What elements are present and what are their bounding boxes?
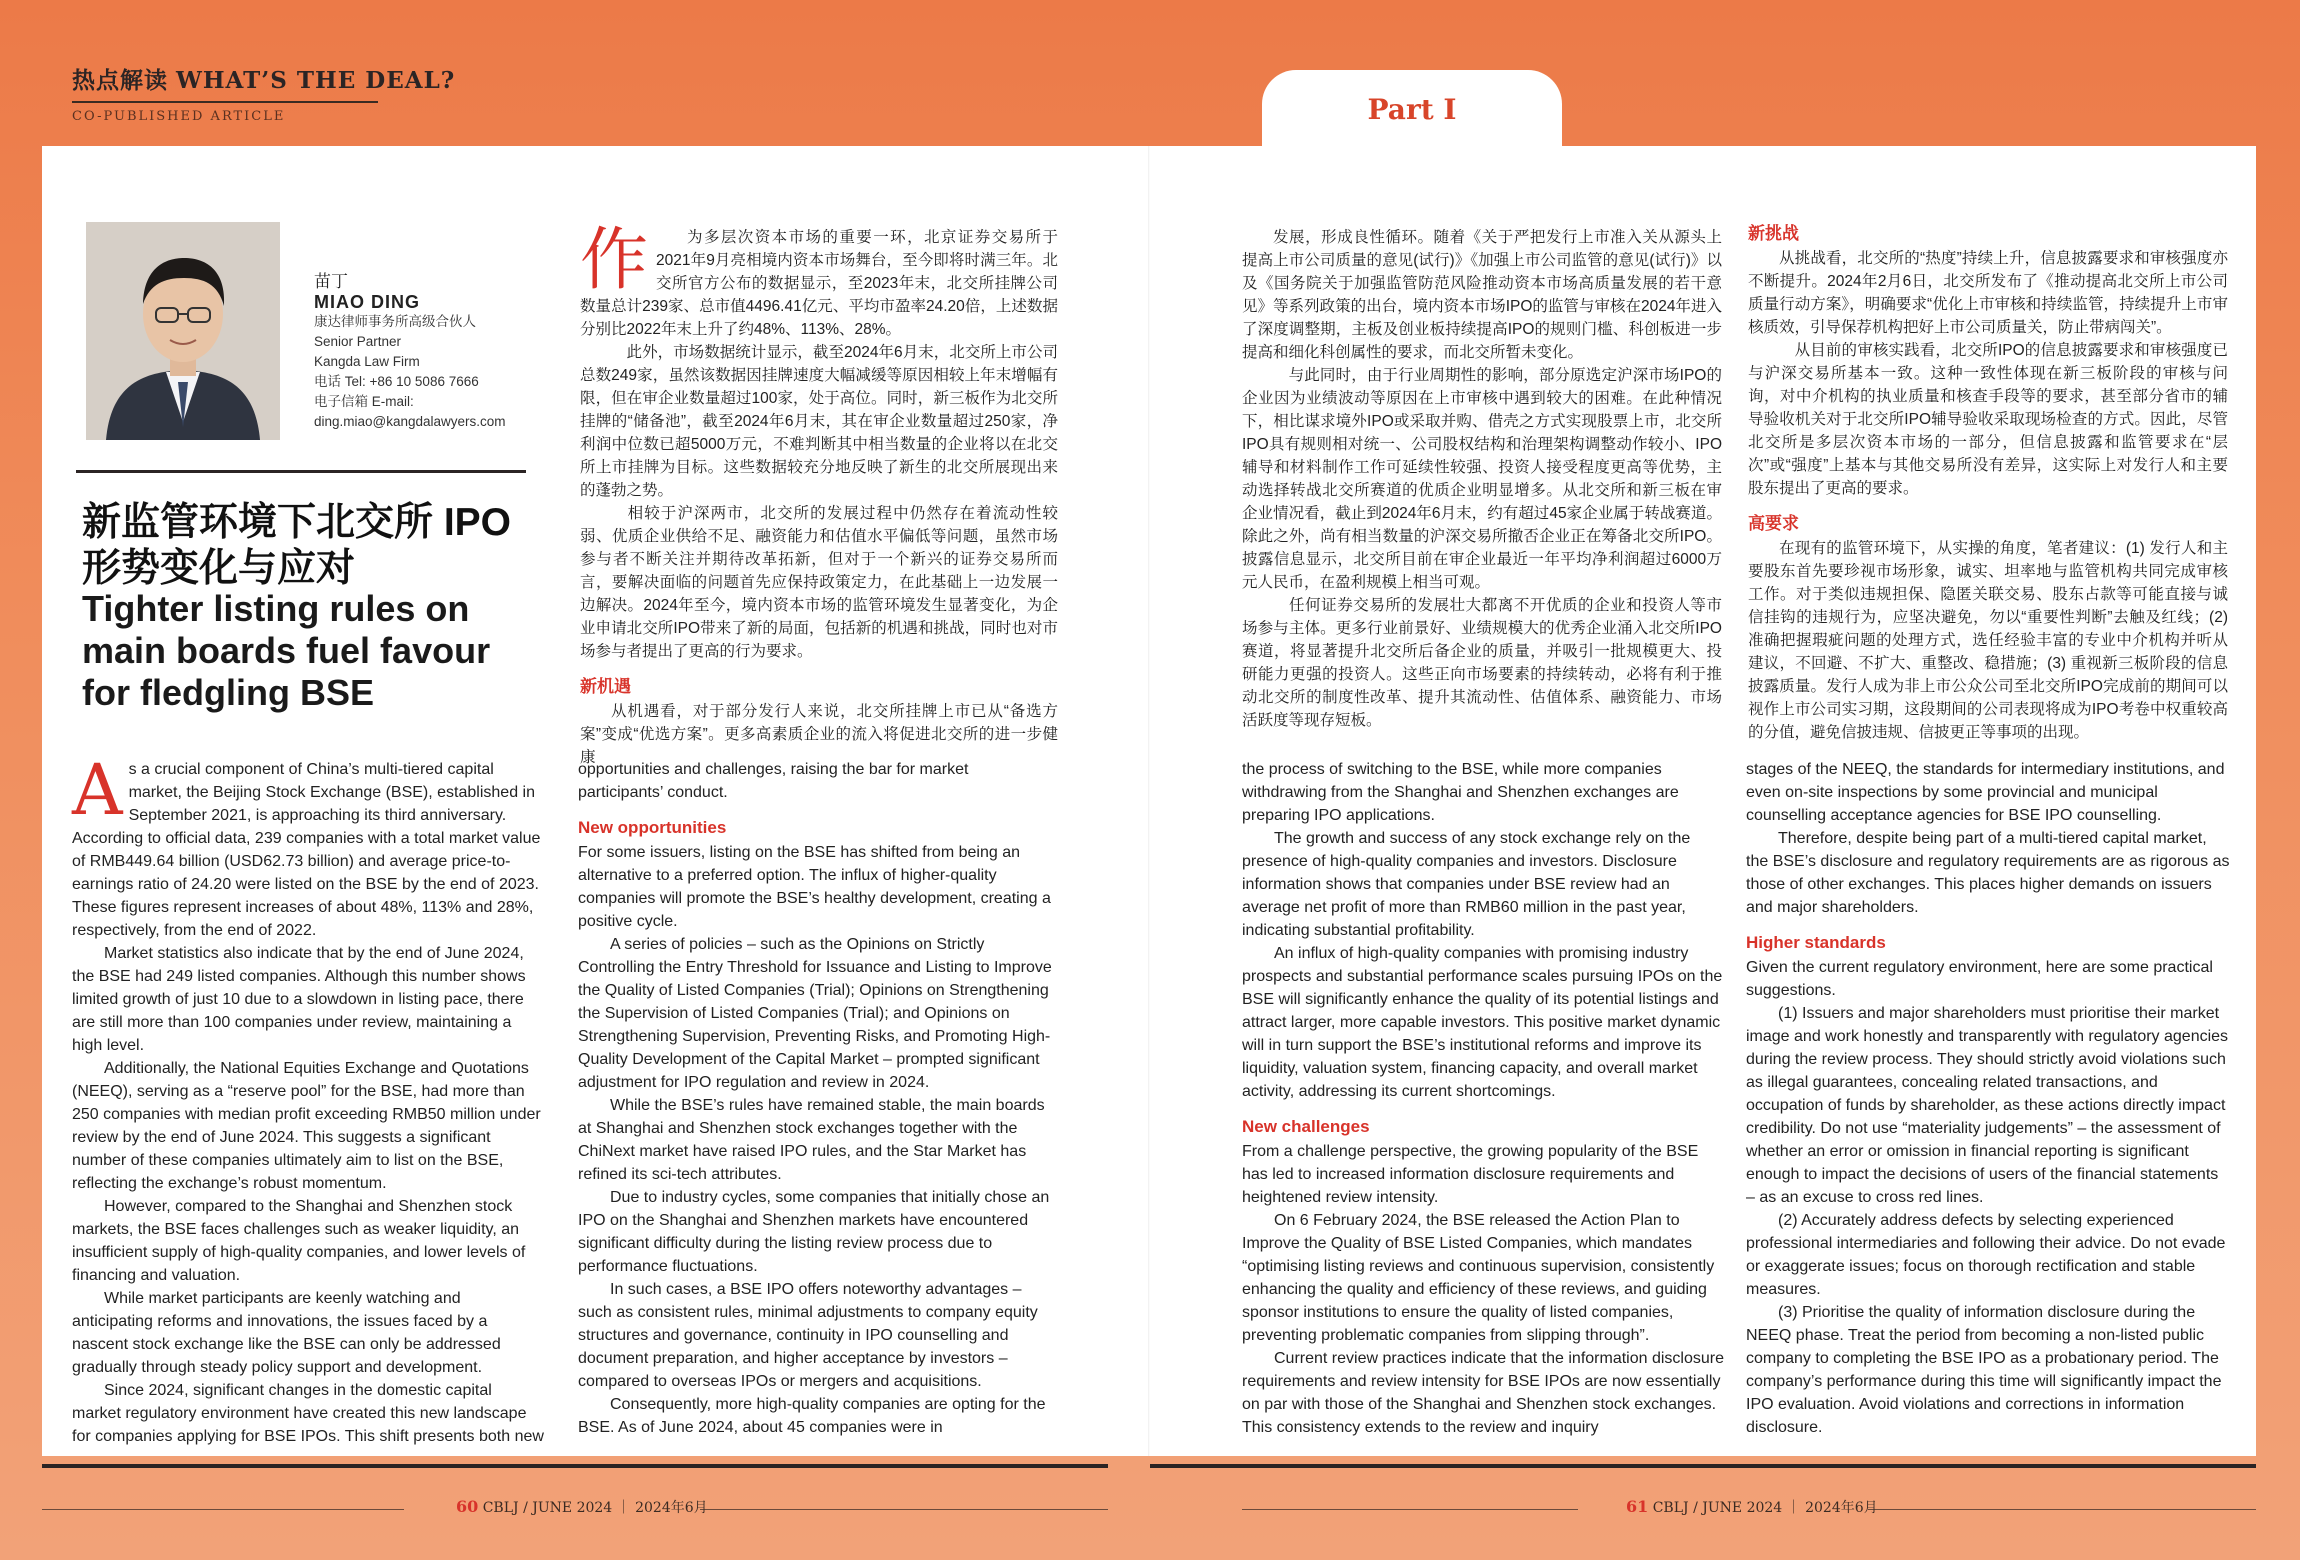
en-paragraph: Since 2024, significant changes in the domestic capital market regulatory environment have created this new landscape for companies applying for BSE IPOs. This shift presents both new	[72, 1382, 544, 1445]
en-heading-opportunities: New opportunities	[578, 818, 727, 837]
header-rule	[72, 101, 378, 103]
en-paragraph: the process of switching to the BSE, while more companies withdrawing from the Shanghai and Shenzhen exchanges are preparing IPO applications.	[1242, 761, 1679, 824]
en-paragraph: An influx of high-quality companies with promising industry prospects and substantial performance scales pursuing IPOs on the BSE will significantly enhance the quality of its potential listings and attract larger, more capable investors. This positive market dynamic will in turn support the BSE’s institutional reforms and improve its liquidity, valuation system, financing capacity, and overall market activity, addressing its current shortcomings.	[1242, 945, 1723, 1100]
en-paragraph: While the BSE’s rules have remained stable, the main boards at Shanghai and Shenzhen stock exchanges together with the ChiNext market have raised IPO rules, and the Star Market has refined its sci-tech attributes.	[578, 1097, 1045, 1183]
section-header	[72, 62, 455, 124]
en-paragraph: The growth and success of any stock exchange rely on the presence of high-quality companies and investors. Disclosure information shows that companies under BSE review had an average net profit of more than RMB60 million in the past year, indicating substantial profitability.	[1242, 830, 1691, 939]
en-heading-standards: Higher standards	[1746, 933, 1886, 952]
en-paragraph: Additionally, the National Equities Exchange and Quotations (NEEQ), serving as a “reserve pool” for the BSE, had more than 250 companies with median profit exceeding RMB50 million under review by the end of June 2024. This suggests a significant number of these companies ultimately aim to list on the BSE, reflecting the exchange’s robust momentum.	[72, 1060, 541, 1192]
title-en-line-2: main boards fuel favour	[82, 630, 491, 671]
title-rule	[76, 470, 526, 473]
en-paragraph: Current review practices indicate that the information disclosure requirements and review intensity for BSE IPOs are now essentially on par with those of the Shanghai and Shenzhen stock exchanges. This consistency extends to the review and inquiry	[1242, 1350, 1724, 1436]
cn-heading-opportunities: 新机遇	[580, 677, 631, 696]
author-tel: 电话 Tel: +86 10 5086 7666	[314, 374, 479, 389]
en-paragraph: Therefore, despite being part of a multi-tiered capital market, the BSE’s disclosure and regulatory requirements are as rigorous as those of other exchanges. This places higher demands on issuers and major shareholders.	[1746, 830, 2230, 916]
en-heading-challenges: New challenges	[1242, 1117, 1370, 1136]
section-title-en: WHAT’S THE DEAL?	[176, 67, 456, 94]
en-paragraph: Consequently, more high-quality companies are opting for the BSE. As of June 2024, about 45 companies were in	[578, 1396, 1046, 1436]
author-name-cn: 苗丁	[314, 272, 348, 291]
en-paragraph: stages of the NEEQ, the standards for intermediary institutions, and even on-site inspections by some provincial and municipal counselling acceptance agencies for BSE IPO counselling.	[1746, 761, 2225, 824]
footer-left	[456, 1497, 708, 1517]
cn-paragraph: 与此同时，由于行业周期性的影响，部分原选定沪深市场IPO的企业因为业绩波动等原因在上市审核中遇到较大的困难。在此种情况下，相比谋求境外IPO或采取并购、借壳之方式实现股票上市，北交所IPO具有规则相对统一、公司股权结构和治理架构调整动作较小、IPO辅导和材料制作工作可延续性较强、投资人接受程度更高等优势，主动选择转战北交所赛道的优质企业明显增多。从北交所和新三板在审企业情况看，截止到2024年6月末，约有超过45家企业属于转战赛道。除此之外，尚有相当数量的沪深交易所撤否企业正在筹备北交所IPO。披露信息显示，北交所目前在审企业最近一年平均净利润超过6000万元人民币，在盈利规模上相当可观。	[1242, 367, 1722, 591]
page-number-left: 60	[456, 1497, 479, 1516]
cn-paragraph: 为多层次资本市场的重要一环，北京证券交易所于2021年9月亮相境内资本市场舞台，至今即将时满三年。北交所官方公布的数据显示，至2023年末，北交所挂牌公司数量总计239家、总市值4496.41亿元、平均市盈率24.20倍，上述数据分别比2022年末上升了约48%、113%、28%。	[580, 229, 1058, 338]
en-paragraph: From a challenge perspective, the growing popularity of the BSE has led to increased information disclosure requirements and heightened review intensity.	[1242, 1143, 1699, 1206]
en-paragraph: In such cases, a BSE IPO offers noteworthy advantages – such as consistent rules, minimal adjustments to company equity structures and governance, continuity in IPO counselling and document preparation, and higher acceptance by investors – compared to overseas IPOs or mergers and acquisitions.	[578, 1281, 1038, 1390]
article-title-en	[82, 588, 490, 714]
en-paragraph: (3) Prioritise the quality of information disclosure during the NEEQ phase. Treat the period from becoming a non-listed public company to completing the BSE IPO as a probationary period. The company’s performance during this time will significantly impact the IPO evaluation. Avoid violations and corrections in information disclosure.	[1746, 1304, 2222, 1436]
cn-paragraph: 从目前的审核实践看，北交所IPO的信息披露要求和审核强度已与沪深交易所基本一致。这种一致性体现在新三板阶段的审核与问询，对中介机构的执业质量和核查手段等的要求，甚至部分省市的辅导验收机关对于北交所IPO辅导验收采取现场检查的方式。因此，尽管北交所是多层次资本市场的一部分，但信息披露和监管要求在“层次”或“强度”上基本与其他交易所没有差异，这实际上对发行人和主要股东提出了更高的要求。	[1748, 342, 2228, 497]
cn-paragraph: 任何证券交易所的发展壮大都离不开优质的企业和投资人等市场参与主体。更多行业前景好、业绩规模大的优秀企业涌入北交所IPO赛道，将显著提升北交所后备企业的质量，并吸引一批规模更大、投研能力更强的投资人。这些正向市场要素的持续转动，必将有利于推动北交所的制度性改革、提升其流动性、估值体系、融资能力、市场活跃度等现存短板。	[1242, 597, 1722, 729]
title-en-line-1: Tighter listing rules on	[82, 588, 470, 629]
cn-heading-challenges: 新挑战	[1748, 224, 1799, 243]
page-number-right: 61	[1626, 1497, 1649, 1516]
article-title-cn	[82, 500, 511, 592]
cn-paragraph: 从机遇看，对于部分发行人来说，北交所挂牌上市已从“备选方案”变成“优选方案”。更多高素质企业的流入将促进北交所的进一步健康	[580, 703, 1058, 766]
footer-right-text: CBLJ / JUNE 2024 ｜ 2024年6月	[1652, 1500, 1878, 1516]
cn-paragraph: 此外，市场数据统计显示，截至2024年6月末，北交所上市公司总数249家，虽然该数据因挂牌速度大幅减缓等原因相较上年末增幅有限，但在审企业数量超过100家，处于高位。同时，新三板作为北交所挂牌的“储备池”，截至2024年6月末，其在审企业数量超过250家，净利润中位数已超5000万元，不难判断其中相当数量的企业将以在北交所上市挂牌为目标。这些数据较充分地反映了新生的北交所展现出来的蓬勃之势。	[580, 344, 1058, 499]
cn-column-3	[1748, 222, 2228, 744]
author-title-en: Senior Partner	[314, 334, 402, 349]
en-paragraph: (1) Issuers and major shareholders must prioritise their market image and work honestly and transparently with regulatory agencies during the review process. They should strictly avoid violations such as illegal guarantees, concealing related transactions, and occupation of funds by shareholder, as these actions directly impact credibility. Do not use “materiality judgements” – the assessment of whether an error or omission in financial reporting is significant enough to impact the decisions of users of the financial statements – as an excuse to cross red lines.	[1746, 1005, 2229, 1206]
cn-column-1	[580, 221, 1058, 769]
footer-line-right-b	[1868, 1509, 2256, 1510]
section-title	[72, 62, 455, 95]
footer-rule-left	[42, 1464, 1108, 1468]
en-column-4	[1746, 758, 2230, 1439]
author-email[interactable]: ding.miao@kangdalawyers.com	[314, 414, 506, 429]
cn-heading-standards: 高要求	[1748, 514, 1799, 533]
section-title-cn: 热点解读	[72, 67, 168, 94]
part-tab: Part I	[1262, 70, 1562, 146]
en-column-2	[578, 758, 1054, 1439]
portrait-illustration	[86, 222, 280, 440]
cn-paragraph: 在现有的监管环境下，从实操的角度，笔者建议：(1) 发行人和主要股东首先要珍视市场形象，诚实、坦率地与监管机构共同完成审核工作。对于类似违规担保、隐匿关联交易、股东占款等可能直接与诚信挂钩的违规行为，应坚决避免，勿以“重要性判断”去触及红线；(2) 准确把握瑕疵问题的处理方式，选任经验丰富的专业中介机构并听从建议，不回避、不扩大、重整改、稳措施；(3) 重视新三板阶段的信息披露质量。发行人成为非上市公众公司至北交所IPO完成前的期间可以视作上市公司实习期，这段期间的公司表现将成为IPO考卷中权重较高的分值，避免信披违规、信披更正等事项的出现。	[1748, 540, 2228, 741]
author-email-label: 电子信箱 E-mail:	[314, 394, 414, 409]
footer-rule-right	[1150, 1464, 2256, 1468]
page-gutter	[1148, 146, 1150, 1456]
en-paragraph: For some issuers, listing on the BSE has shifted from being an alternative to a preferred option. The influx of higher-quality companies will promote the BSE’s healthy development, creating a positive cycle.	[578, 844, 1051, 930]
author-info	[314, 272, 506, 432]
en-dropcap: A	[72, 749, 123, 831]
en-column-3	[1242, 758, 1726, 1439]
cn-paragraph: 发展，形成良性循环。随着《关于严把发行上市准入关从源头上提高上市公司质量的意见(试行)》《加强上市公司监管的意见(试行)》以及《国务院关于加强监管防范风险推动资本市场高质量发展的若干意见》等系列政策的出台，境内资本市场IPO的监管与审核在2024年进入了深度调整期，主板及创业板持续提高IPO的规则门槛、科创板进一步提高和细化科创属性的要求，而北交所暂未变化。	[1242, 229, 1722, 361]
en-paragraph: Due to industry cycles, some companies that initially chose an IPO on the Shanghai and Shenzhen markets have encountered significant difficulty during the listing review process due to performance fluctuations.	[578, 1189, 1050, 1275]
author-title-cn: 康达律师事务所高级合伙人	[314, 314, 476, 329]
en-paragraph: Market statistics also indicate that by the end of June 2024, the BSE had 249 listed companies. Although this number shows limited growth of just 10 due to a slowdown in listing pace, there are still more than 100 companies under review, maintaining a high level.	[72, 945, 526, 1054]
cn-dropcap: 作	[580, 221, 649, 300]
en-paragraph: However, compared to the Shanghai and Shenzhen stock markets, the BSE faces challenges such as weaker liquidity, an insufficient supply of high-quality companies, and lower levels of financing and valuation.	[72, 1198, 526, 1284]
title-cn-line-1: 新监管环境下北交所 IPO	[82, 501, 512, 544]
en-paragraph: On 6 February 2024, the BSE released the Action Plan to Improve the Quality of BSE Listed Companies, which mandates “optimising listing reviews and continuous supervision, consistently enhancing the quality and efficiency of these reviews, and guiding sponsor institutions to ensure the quality of listed companies, preventing problematic companies from slipping through”.	[1242, 1212, 1715, 1344]
footer-left-text: CBLJ / JUNE 2024 ｜ 2024年6月	[482, 1500, 708, 1516]
cn-column-2	[1242, 226, 1722, 732]
footer-line-right-a	[1242, 1509, 1578, 1510]
title-en-line-3: for fledgling BSE	[82, 672, 374, 713]
en-paragraph: opportunities and challenges, raising the bar for market participants’ conduct.	[578, 761, 969, 801]
en-paragraph: (2) Accurately address defects by selecting experienced professional intermediaries and following their advice. Do not evade or exaggerate issues; focus on thorough rectification and stable measures.	[1746, 1212, 2226, 1298]
footer-line-left-a	[42, 1509, 404, 1510]
author-photo	[86, 222, 280, 440]
footer-line-left-b	[700, 1509, 1108, 1510]
cn-paragraph: 相较于沪深两市，北交所的发展过程中仍然存在着流动性较弱、优质企业供给不足、融资能力和估值水平偏低等问题，虽然市场参与者不断关注并期待改革拓新，但对于一个新兴的证券交易所而言，要解决面临的问题首先应保持政策定力，在此基础上一边发展一边解决。2024年至今，境内资本市场的监管环境发生显著变化，为企业申请北交所IPO带来了新的局面，包括新的机遇和挑战，同时也对市场参与者提出了更高的行为要求。	[580, 505, 1058, 660]
en-column-1	[72, 749, 544, 1448]
footer-right	[1626, 1497, 1878, 1517]
en-paragraph: Given the current regulatory environment, here are some practical suggestions.	[1746, 959, 2213, 999]
author-name-en: MIAO DING	[314, 292, 420, 312]
section-subtitle: CO-PUBLISHED ARTICLE	[72, 109, 286, 124]
cn-paragraph: 从挑战看，北交所的“热度”持续上升，信息披露要求和审核强度亦不断提升。2024年2月6日，北交所发布了《推动提高北交所上市公司质量行动方案》，明确要求“优化上市审核和持续监管，持续提升上市审核质效，引导保荐机构把好上市公司质量关，防止带病闯关”。	[1748, 250, 2228, 336]
en-paragraph: While market participants are keenly watching and anticipating reforms and innovations, the issues faced by a nascent stock exchange like the BSE can only be addressed gradually through steady policy support and development.	[72, 1290, 501, 1376]
author-firm-en: Kangda Law Firm	[314, 354, 420, 369]
en-paragraph: s a crucial component of China’s multi-tiered capital market, the Beijing Stock Exchange (BSE), established in September 2021, is approaching its third anniversary. According to official data, 239 companies with a total market value of RMB449.64 billion (USD62.73 billion) and average price-to-earnings ratio of 24.20 were listed on the BSE by the end of 2023. These figures represent increases of about 48%, 113% and 28%, respectively, from the end of 2022.	[72, 761, 541, 939]
title-cn-line-2: 形势变化与应对	[82, 547, 356, 590]
en-paragraph: A series of policies – such as the Opinions on Strictly Controlling the Entry Threshold for Issuance and Listing to Improve the Quality of Listed Companies (Trial); Opinions on Strengthening the Supervision of Listed Companies (Trial); and Opinions on Strengthening Supervision, Preventing Risks, and Promoting High-Quality Development of the Capital Market – prompted significant adjustment for IPO regulation and review in 2024.	[578, 936, 1052, 1091]
